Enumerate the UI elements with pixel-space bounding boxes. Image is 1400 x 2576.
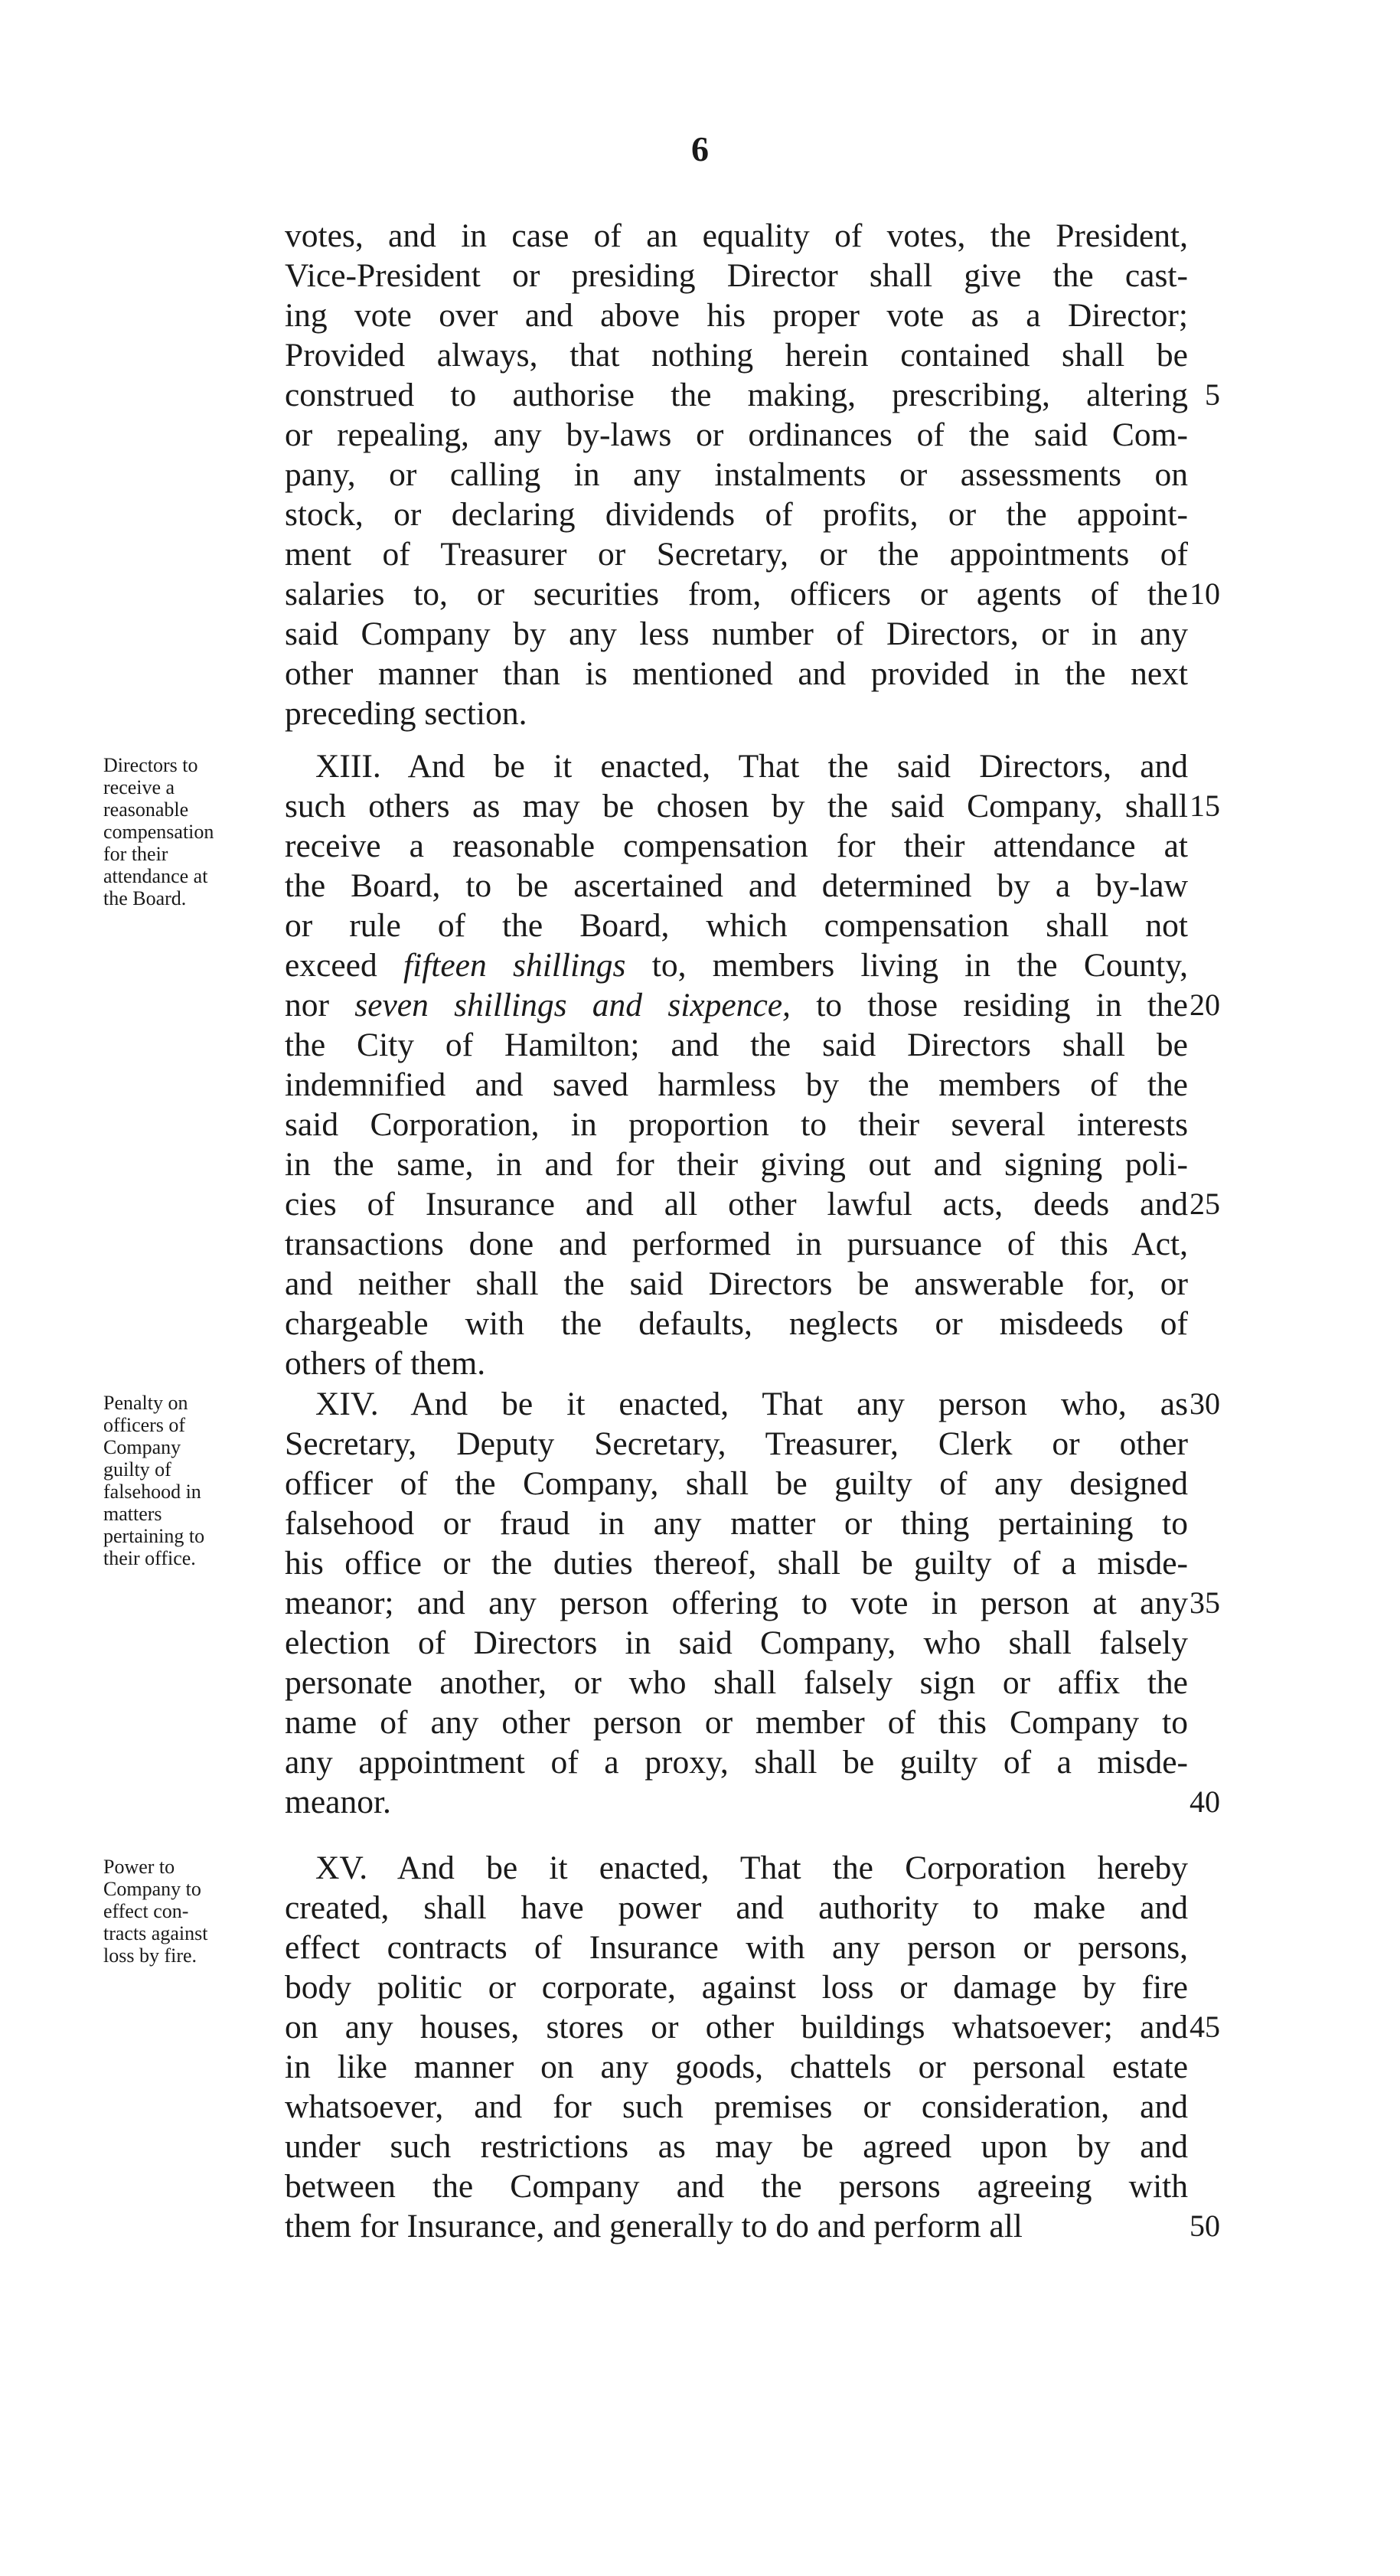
line-number: 20 — [1190, 988, 1220, 1022]
section-xiii-text — [285, 746, 1188, 1383]
text-run: exceed — [285, 947, 404, 984]
margin-note-directors-compensation — [103, 754, 256, 909]
text-line: salaries to, or securities from, officers or agents of the — [285, 576, 1188, 612]
text-line: chargeable with the defaults, neglects or misdeeds of — [285, 1305, 1188, 1342]
text-line: personate another, or who shall falsely sign or affix the — [285, 1664, 1188, 1701]
italic-amount: seven shillings and sixpence, — [354, 987, 791, 1024]
margin-note-line: matters — [103, 1503, 162, 1525]
text-line: election of Directors in said Company, who shall falsely — [285, 1624, 1188, 1661]
text-line: whatsoever, and for such premises or consideration, and — [285, 2088, 1188, 2125]
line-number: 10 — [1190, 576, 1220, 611]
margin-note-line: reasonable — [103, 798, 189, 821]
text-line: XIV. And be it enacted, That any person who, as — [315, 1386, 1188, 1422]
text-line: the Board, to be ascertained and determined by a by-law — [285, 867, 1188, 904]
margin-note-line: attendance at — [103, 865, 208, 887]
paragraph-text — [285, 216, 1188, 733]
text-line: said Corporation, in proportion to their several interests — [285, 1106, 1188, 1143]
margin-note-line: pertaining to — [103, 1525, 205, 1547]
text-line: the City of Hamilton; and the said Directors shall be — [285, 1027, 1188, 1063]
text-line: in the same, in and for their giving out and signing poli- — [285, 1146, 1188, 1183]
line-number: 30 — [1190, 1386, 1220, 1421]
text-line: officer of the Company, shall be guilty of any designed — [285, 1465, 1188, 1502]
text-line: cies of Insurance and all other lawful acts, deeds and — [285, 1186, 1188, 1223]
text-line: and neither shall the said Directors be answerable for, or — [285, 1265, 1188, 1302]
text-line: XV. And be it enacted, That the Corporation hereby — [315, 1850, 1188, 1886]
text-line: said Company by any less number of Directors, or in any — [285, 615, 1188, 652]
text-line: under such restrictions as may be agreed upon by and — [285, 2128, 1188, 2165]
text-line: stock, or declaring dividends of profits, or the appoint- — [285, 496, 1188, 533]
margin-note-line: Company to — [103, 1878, 201, 1900]
text-line: between the Company and the persons agreeing with — [285, 2168, 1188, 2205]
margin-note-power-fire-contracts — [103, 1856, 256, 1967]
text-line: Vice-President or presiding Director shall give the cast- — [285, 257, 1188, 294]
margin-note-line: falsehood in — [103, 1481, 201, 1503]
text-line: name of any other person or member of this Company to — [285, 1704, 1188, 1741]
text-line: on any houses, stores or other buildings whatsoever; and — [285, 2009, 1188, 2045]
line-number: 50 — [1190, 2209, 1220, 2243]
text-line: receive a reasonable compensation for their attendance at — [285, 828, 1188, 864]
text-line: Provided always, that nothing herein contained shall be — [285, 337, 1188, 374]
text-line: or repealing, any by-laws or ordinances of the said Com- — [285, 416, 1188, 453]
line-number: 35 — [1190, 1585, 1220, 1620]
text-line: others of them. — [285, 1345, 486, 1382]
section-xiv-text — [285, 1384, 1188, 1822]
text-line: effect contracts of Insurance with any person or persons, — [285, 1929, 1188, 1966]
line-number: 40 — [1190, 1784, 1220, 1819]
text-line: other manner than is mentioned and provided in the next — [285, 655, 1188, 692]
text-run: nor — [285, 987, 355, 1024]
text-line: any appointment of a proxy, shall be guilty of a misde- — [285, 1744, 1188, 1781]
text-line: preceding section. — [285, 695, 527, 732]
text-line: his office or the duties thereof, shall be guilty of a misde- — [285, 1545, 1188, 1582]
text-line: indemnified and saved harmless by the members of the — [285, 1066, 1188, 1103]
text-line: Secretary, Deputy Secretary, Treasurer, Clerk or other — [285, 1425, 1188, 1462]
text-line: or rule of the Board, which compensation shall not — [285, 907, 1188, 944]
text-line: in like manner on any goods, chattels or personal estate — [285, 2049, 1188, 2085]
margin-note-line: for their — [103, 843, 168, 865]
text-line: votes, and in case of an equality of votes, the President, — [285, 217, 1188, 254]
page-number: 6 — [691, 129, 709, 168]
text-line: ing vote over and above his proper vote as a Director; — [285, 297, 1188, 334]
text-line: meanor. — [285, 1784, 391, 1820]
line-number: 45 — [1190, 2010, 1220, 2044]
text-line: XIII. And be it enacted, That the said Directors, and — [315, 748, 1188, 785]
text-line: body politic or corporate, against loss or damage by fire — [285, 1969, 1188, 2006]
text-run: to, members living in the County, — [625, 947, 1189, 984]
text-line — [285, 945, 1188, 985]
line-number: 15 — [1190, 788, 1220, 823]
margin-note-line: their office. — [103, 1547, 196, 1569]
margin-note-line: loss by fire. — [103, 1944, 197, 1967]
margin-note-line: Company — [103, 1436, 181, 1458]
line-number: 25 — [1190, 1187, 1220, 1221]
text-line: transactions done and performed in pursuance of this Act, — [285, 1226, 1188, 1262]
text-line: such others as may be chosen by the said Company, shall — [285, 788, 1188, 824]
margin-note-line: the Board. — [103, 887, 187, 909]
text-line: meanor; and any person offering to vote in person at any — [285, 1585, 1188, 1621]
text-line: pany, or calling in any instalments or assessments on — [285, 456, 1188, 493]
text-line: construed to authorise the making, prescribing, altering — [285, 377, 1188, 413]
margin-note-line: Power to — [103, 1856, 175, 1878]
text-line: ment of Treasurer or Secretary, or the appointments of — [285, 536, 1188, 573]
text-line: falsehood or fraud in any matter or thing pertaining to — [285, 1505, 1188, 1542]
text-line — [285, 985, 1188, 1025]
text-line: created, shall have power and authority to make and — [285, 1889, 1188, 1926]
margin-note-line: Directors to — [103, 754, 198, 776]
line-number: 5 — [1205, 377, 1220, 412]
margin-note-line: guilty of — [103, 1458, 171, 1481]
margin-note-line: Penalty on — [103, 1392, 188, 1414]
margin-note-penalty-officers — [103, 1392, 256, 1569]
italic-amount: fifteen shillings — [403, 947, 626, 984]
margin-note-line: compensation — [103, 821, 214, 843]
margin-note-line: effect con- — [103, 1900, 189, 1922]
margin-note-line: officers of — [103, 1414, 186, 1436]
text-line: them for Insurance, and generally to do and perform all — [285, 2208, 1023, 2245]
margin-note-line: receive a — [103, 776, 175, 798]
margin-note-line: tracts against — [103, 1922, 208, 1944]
text-run: to those residing in the — [790, 987, 1188, 1024]
section-xv-text — [285, 1848, 1188, 2246]
